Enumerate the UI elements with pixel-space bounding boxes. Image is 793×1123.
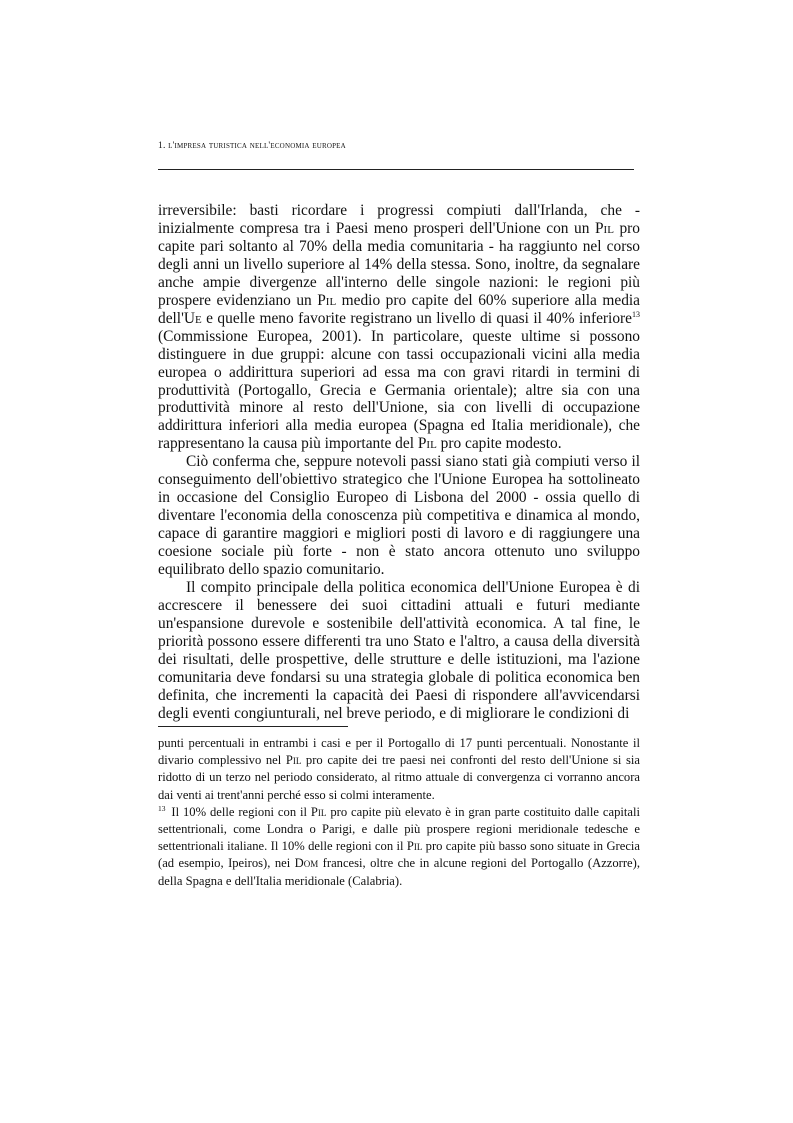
header-rule: [158, 169, 634, 170]
acronym-pil: Pil: [310, 804, 327, 819]
footnote-13-text-b: pro capite più elevato è in gran parte costituito dalle capitali settentrionali, come Londra o Parigi, e dalle più prospere regioni meridionale tedesche e settentrionali italiane. Il 10% delle regioni con il: [158, 804, 640, 854]
footnote-13-text-a: Il 10% delle regioni con il: [167, 804, 311, 819]
acronym-pil: Pil: [285, 753, 302, 768]
body-text: [158, 202, 640, 723]
paragraph-2: Ciò conferma che, seppure notevoli passi siano stati già compiuti verso il conseguimento dell'obiettivo strategico che l'Unione Europea ha sottolineato in occasione del Consiglio Europeo di Lisbona del 2000 - ossia quello di diventare l'economia della conoscenza più competitiva e dinamica al mondo, capace di garantire maggiori e migliori posti di lavoro e di raggiungere una coesione sociale più forte - non è stato ancora ottenuto uno sviluppo equilibrato dello spazio comunitario.: [158, 453, 640, 579]
acronym-ue: Ue: [183, 309, 202, 327]
paragraph-1-text-b: pro capite pari soltanto al 70% della media comunitaria - ha raggiunto nel corso degli anni un livello superiore al 14% della stessa. Sono, inoltre, da segnalare anche ampie divergenze all'interno delle singole nazioni: le regioni più prospere evidenziano un: [158, 219, 640, 309]
acronym-pil: Pil: [417, 435, 437, 453]
chapter-title: l'impresa turistica nell'economia europea: [168, 141, 346, 151]
running-header: [158, 141, 634, 151]
paragraph-1-text-e: (Commissione Europea, 2001). In particolare, queste ultime si possono distinguere in due gruppi: alcune con tassi occupazionali vicini alla media europea o addirittura superiori ad essa ma con gravi ritardi in termini di produttività (Portogallo, Grecia e Germania orientale); altre sia con una produttività minore al resto dell'Unione, sia con livelli di occupazione addirittura inferiori alla media europea (Spagna ed Italia meridionale), che rappresentano la causa più importante del: [158, 327, 640, 453]
paragraph-1-text-d: e quelle meno favorite registrano un livello di quasi il 40% inferiore: [201, 309, 632, 327]
footnote-13-text-c: pro capite più basso sono situate in Grecia (ad esempio, Ipeiros), nei: [158, 839, 640, 871]
paragraph-1-text-c: medio pro capite del 60% superiore alla media dell': [158, 291, 640, 327]
footnote-continued-text-b: pro capite dei tre paesi nei confronti del resto dell'Unione si sia ridotto di un terzo nel periodo considerato, al ritmo attuale di convergenza ci vorranno ancora dai venti ai trent'anni perché esso si colmi interamente.: [158, 753, 640, 802]
footnote-reference-13[interactable]: 13: [632, 309, 640, 319]
acronym-pil: Pil: [317, 291, 337, 309]
paragraph-1-text-a: irreversibile: basti ricordare i progressi compiuti dall'Irlanda, che - inizialmente compresa tra i Paesi meno prosperi dell'Unione con un: [158, 202, 640, 237]
footnote-continued-text-a: punti percentuali in entrambi i casi e per il Portogallo di 17 punti percentuali. Nonostante il divario complessivo nel: [158, 736, 640, 768]
footnote-number: 13: [158, 803, 166, 813]
footnote-13: [158, 804, 640, 890]
paragraph-1: [158, 202, 640, 453]
footnote-separator: [158, 726, 348, 727]
paragraph-1-text-f: pro capite modesto.: [436, 435, 562, 453]
paragraph-3: Il compito principale della politica economica dell'Unione Europea è di accrescere il benessere dei suoi cittadini attuali e futuri mediante un'espansione durevole e sostenibile dell'attività economica. A tal fine, le priorità possono essere differenti tra uno Stato e l'altro, a causa della diversità dei risultati, delle prospettive, delle strutture e delle istituzioni, ma l'azione comunitaria deve fondarsi su una strategia globale di politica economica ben definita, che incrementi la capacità dei Paesi di rispondere all'avvicendarsi degli eventi congiunturali, nel breve periodo, e di migliorare le condizioni di: [158, 579, 640, 722]
footnote-13-text-d: francesi, oltre che in alcune regioni del Portogallo (Azzorre), della Spagna e dell'Italia meridionale (Calabria).: [158, 856, 640, 888]
footnote-continued: [158, 735, 640, 804]
acronym-pil: Pil: [594, 219, 614, 237]
footnotes: [158, 735, 640, 890]
acronym-pil: Pil: [406, 839, 423, 854]
acronym-dom: Dom: [294, 856, 319, 871]
chapter-number: 1.: [158, 141, 166, 151]
